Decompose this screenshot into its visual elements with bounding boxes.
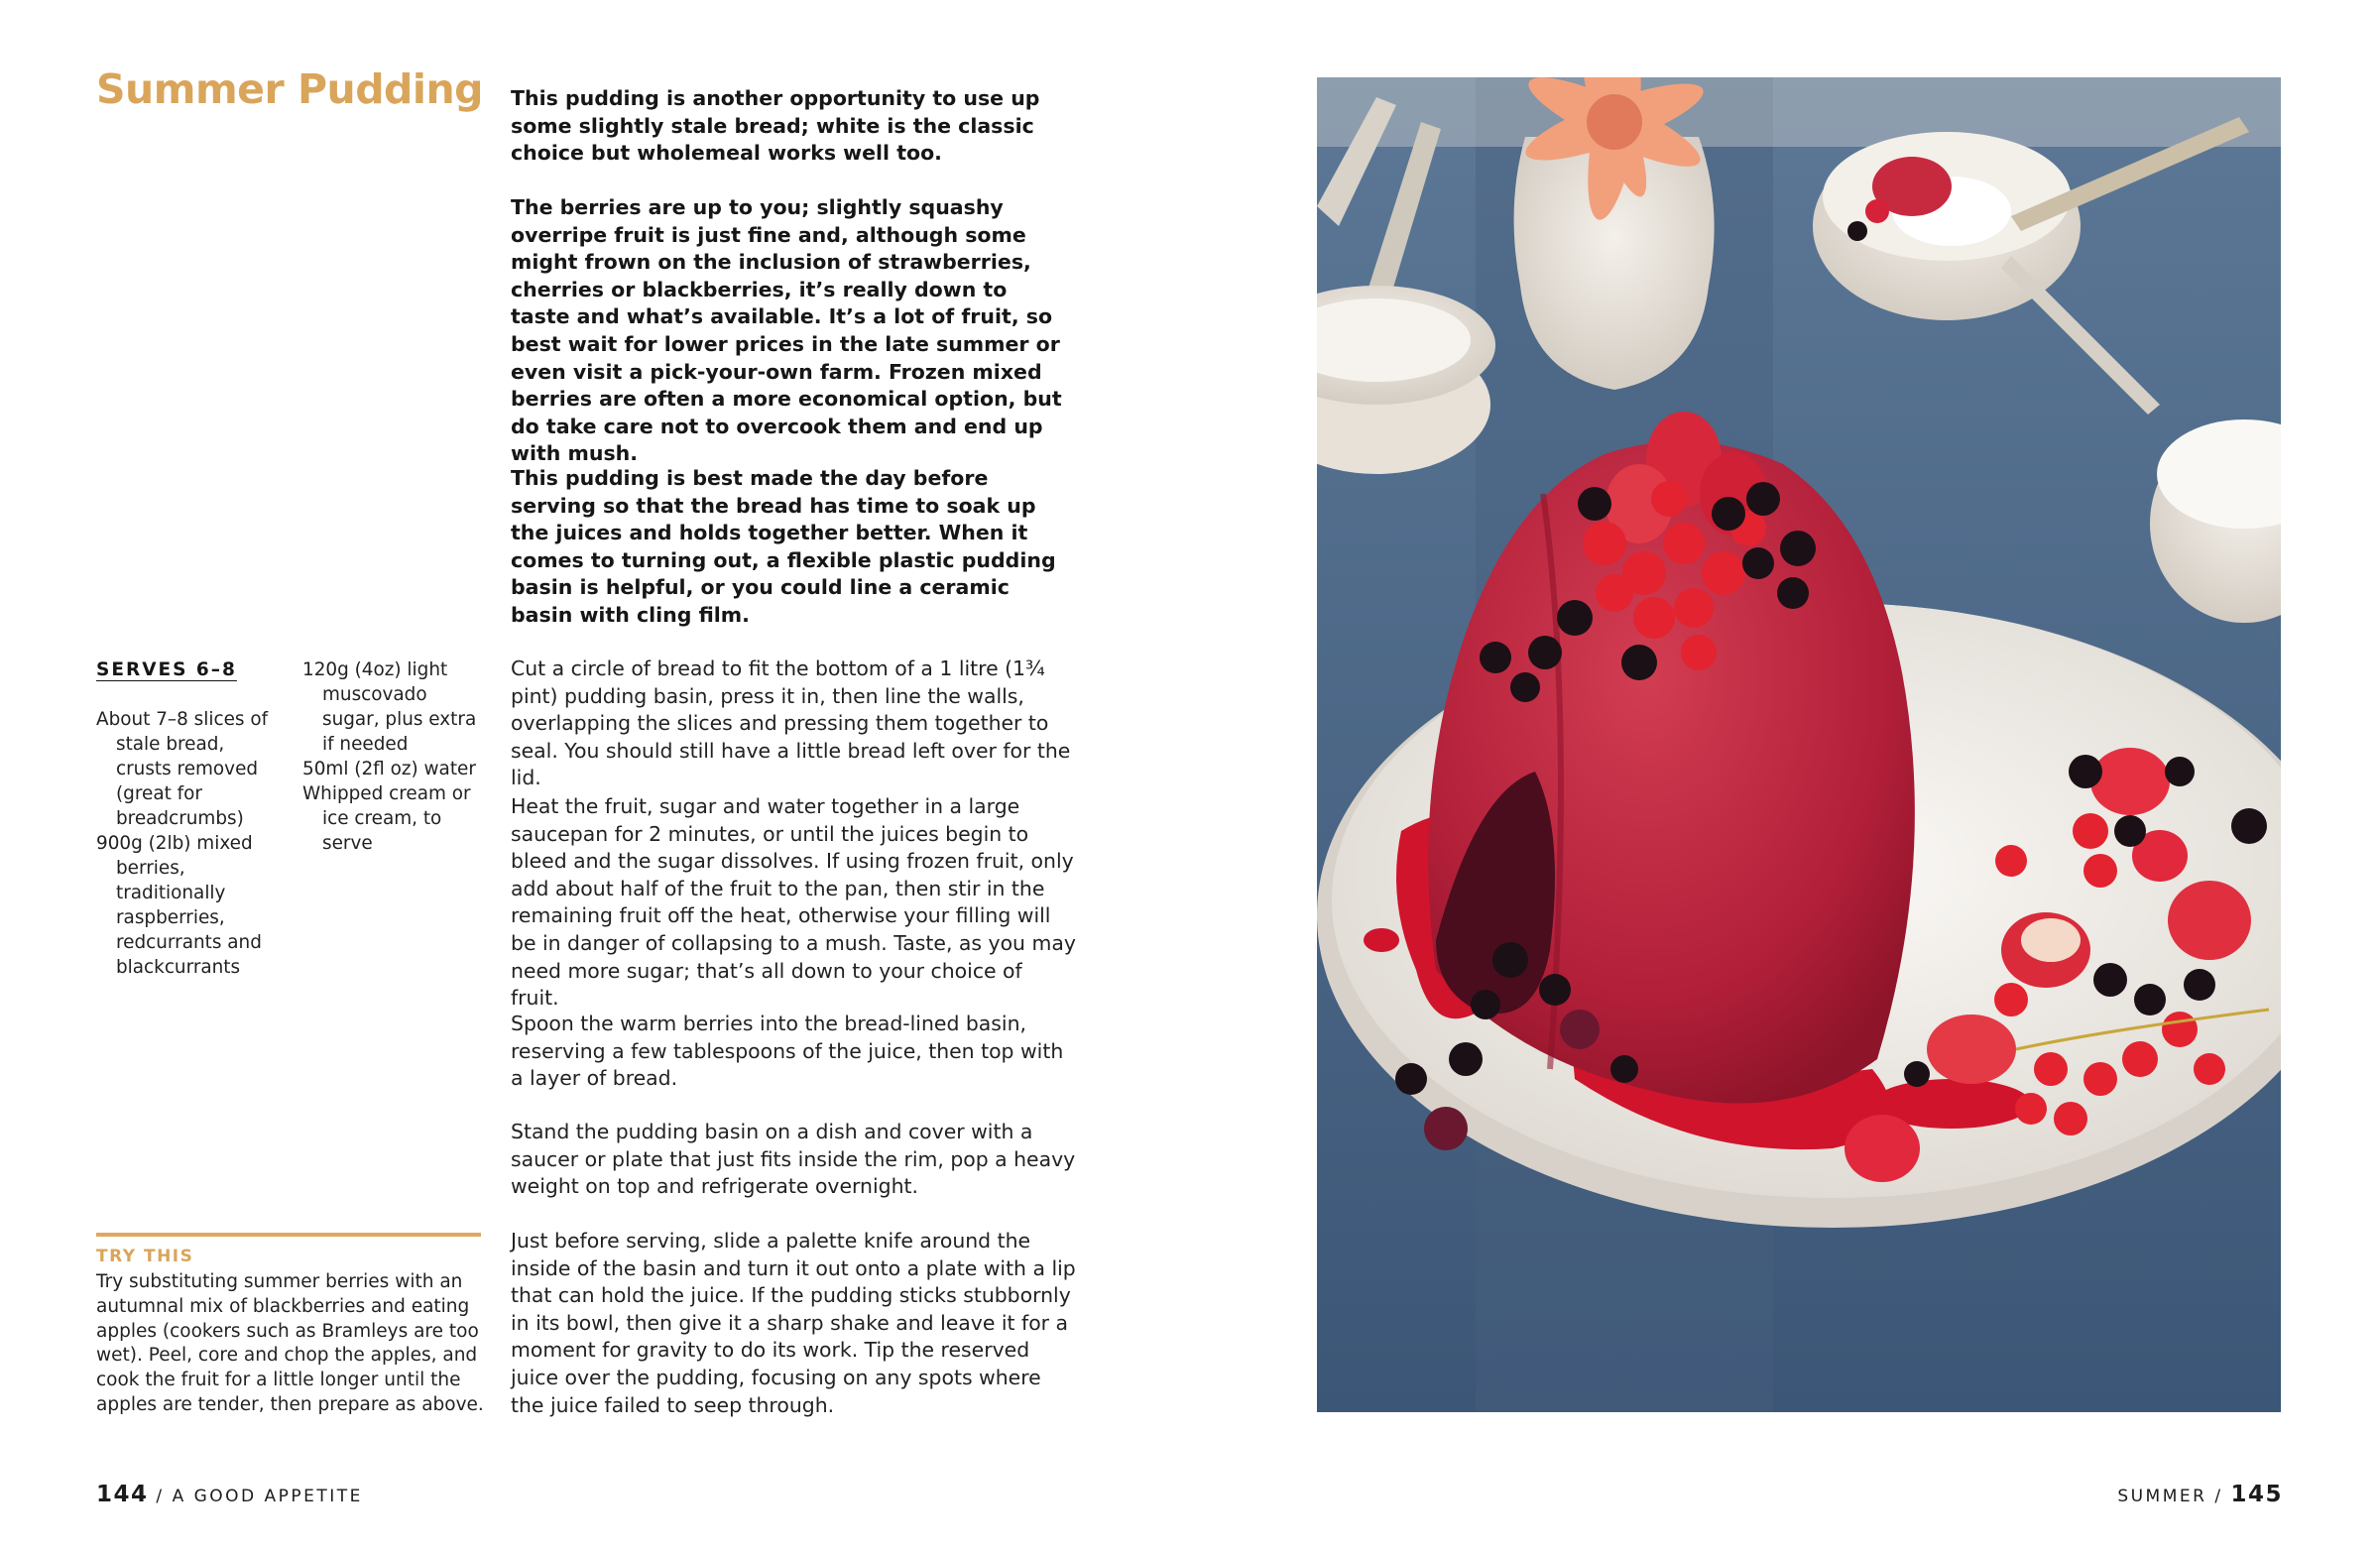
footer-separator: / xyxy=(2214,1487,2223,1506)
ingredient-item: 50ml (2fl oz) water xyxy=(302,759,476,779)
intro-paragraph: This pudding is another opportunity to use up some slightly stale bread; white is the classic choice but wholemeal works well too. xyxy=(511,86,1040,166)
chapter-title: SUMMER xyxy=(2117,1487,2207,1506)
footer-separator: / xyxy=(156,1487,165,1506)
intro-paragraph: This pudding is best made the day before serving so that the bread has time to soak up the juices and holds together better. When it comes to turning out, a flexible plastic pudding basin is helpful, or you could line a ceramic basin with cling film. xyxy=(511,466,1056,627)
left-page-footer xyxy=(96,1482,363,1507)
method-step: Just before serving, slide a palette knife around the inside of the basin and turn it out onto a plate with a lip that can hold the juice. If the pudding sticks stubbornly in its bowl, then give it a sharp shake and leave it for a moment for gravity to do its work. Tip the reserved juice over the pudding, focusing on any spots where the juice failed to seep through. xyxy=(511,1229,1076,1417)
serves-label: SERVES 6–8 xyxy=(96,659,237,680)
summer-pudding-photo xyxy=(1317,77,2281,1412)
ingredient-item: About 7–8 slices of stale bread, crusts removed (great for breadcrumbs) xyxy=(96,709,269,829)
try-this-divider xyxy=(96,1233,481,1237)
book-title: A GOOD APPETITE xyxy=(172,1487,363,1506)
page-number: 144 xyxy=(96,1482,149,1507)
ingredients-list xyxy=(96,707,280,980)
intro-paragraph: The berries are up to you; slightly squashy overripe fruit is just fine and, although some might frown on the inclusion of strawberries, cherries or blackberries, it’s really down to taste and what’s available. It’s a lot of fruit, so best wait for lower prices in the late summer or even visit a pick-your-own farm. Frozen mixed berries are often a more economical option, but do take care not to overcook them and end up with mush. xyxy=(511,195,1062,466)
page-number: 145 xyxy=(2230,1482,2283,1507)
recipe-title: Summer Pudding xyxy=(96,65,483,113)
try-this-text: Try substituting summer berries with an autumnal mix of blackberries and eating apples (cookers such as Bramleys are too wet). Peel, core and chop the apples, and cook the fruit for a little longer until the apples are tender, then prepare as above. xyxy=(96,1271,484,1415)
method-step: Spoon the warm berries into the bread-lined basin, reserving a few tablespoons of the juice, then top with a layer of bread. xyxy=(511,1012,1064,1091)
try-this-heading: TRY THIS xyxy=(96,1247,194,1266)
ingredient-item: 120g (4oz) light muscovado sugar, plus extra if needed xyxy=(302,659,477,755)
method-step: Heat the fruit, sugar and water together in a large saucepan for 2 minutes, or until the juices begin to bleed and the sugar dissolves. If using frozen fruit, only add about half of the fruit to the pan, then stir in the remaining fruit off the heat, otherwise your filling will be in danger of collapsing to a mush. Taste, as you may need more sugar; that’s all down to your choice of fruit. xyxy=(511,794,1076,1011)
ingredients-list xyxy=(302,657,486,856)
method-step: Cut a circle of bread to fit the bottom of a 1 litre (1¾ pint) pudding basin, press it in, then line the walls, overlapping the slices and pressing them together to seal. You should still have a little bread left over for the lid. xyxy=(511,657,1071,790)
right-page-footer xyxy=(2117,1482,2283,1507)
method-step: Stand the pudding basin on a dish and cover with a saucer or plate that just fits inside the rim, pop a heavy weight on top and refrigerate overnight. xyxy=(511,1120,1076,1199)
ingredient-item: 900g (2lb) mixed berries, traditionally raspberries, redcurrants and blackcurrants xyxy=(96,833,262,978)
ingredient-item: Whipped cream or ice cream, to serve xyxy=(302,783,471,854)
